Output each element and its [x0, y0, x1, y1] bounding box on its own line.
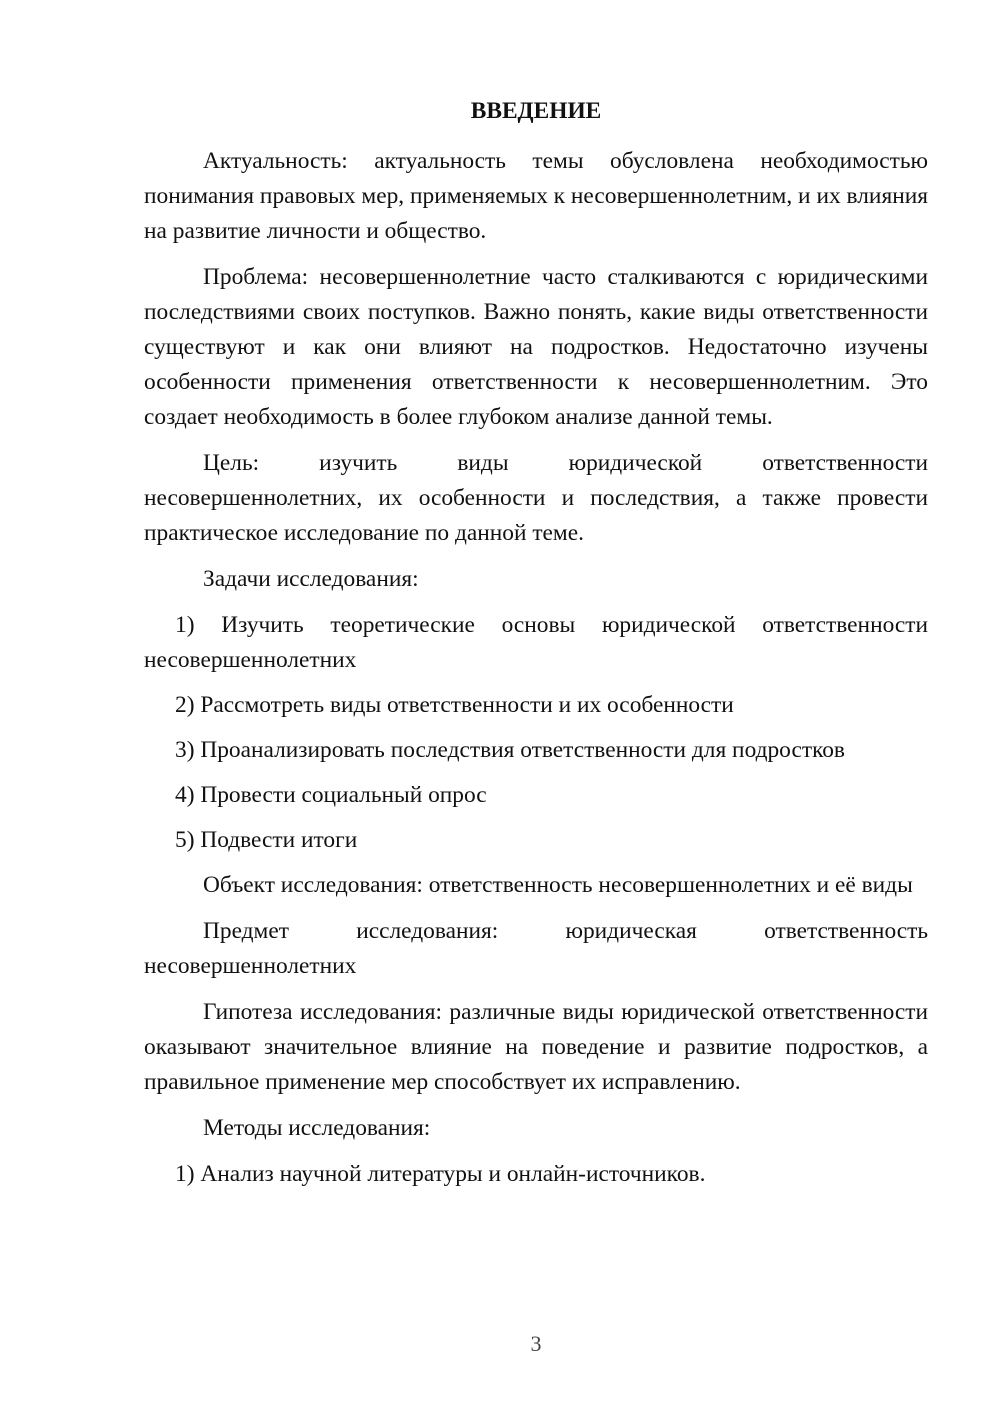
section-title: ВВЕДЕНИЕ — [470, 98, 602, 124]
paragraph-subject: Предмет исследования: юридическая ответственность несовершеннолетних — [144, 918, 928, 979]
paragraph-tasks-heading: Задачи исследования: — [203, 566, 419, 592]
paragraph-hypothesis: Гипотеза исследования: различные виды юридической ответственности оказывают значительное влияние на поведение и развитие подростков, а правильное применение мер способствует их исправлению. — [144, 999, 928, 1095]
task-item-4: 4) Провести социальный опрос — [175, 782, 487, 808]
method-item-1: 1) Анализ научной литературы и онлайн-источников. — [175, 1161, 706, 1187]
task-item-3: 3) Проанализировать последствия ответственности для подростков — [175, 737, 845, 763]
task-item-1: 1) Изучить теоретические основы юридической ответственности несовершеннолетних — [144, 612, 928, 673]
paragraph-relevance: Актуальность: актуальность темы обусловлена необходимостью понимания правовых мер, применяемых к несовершеннолетним, и их влияния на развитие личности и общество. — [144, 148, 928, 244]
task-item-2: 2) Рассмотреть виды ответственности и их особенности — [175, 692, 734, 718]
paragraph-methods-heading: Методы исследования: — [203, 1115, 431, 1141]
paragraph-object: Объект исследования: ответственность несовершеннолетних и её виды — [203, 872, 913, 898]
page-number: 3 — [530, 1331, 542, 1356]
paragraph-problem: Проблема: несовершеннолетние часто сталкиваются с юридическими последствиями своих поступков. Важно понять, какие виды ответственности существуют и как они влияют на подростков. Недостаточно изучены особенности применения ответственности к несовершеннолетним. Это создает необходимость в более глубоком анализе данной темы. — [144, 264, 928, 430]
task-item-5: 5) Подвести итоги — [175, 827, 358, 853]
page-content — [144, 88, 928, 1202]
paragraph-goal: Цель: изучить виды юридической ответственности несовершеннолетних, их особенности и последствия, а также провести практическое исследование по данной теме. — [144, 450, 928, 546]
